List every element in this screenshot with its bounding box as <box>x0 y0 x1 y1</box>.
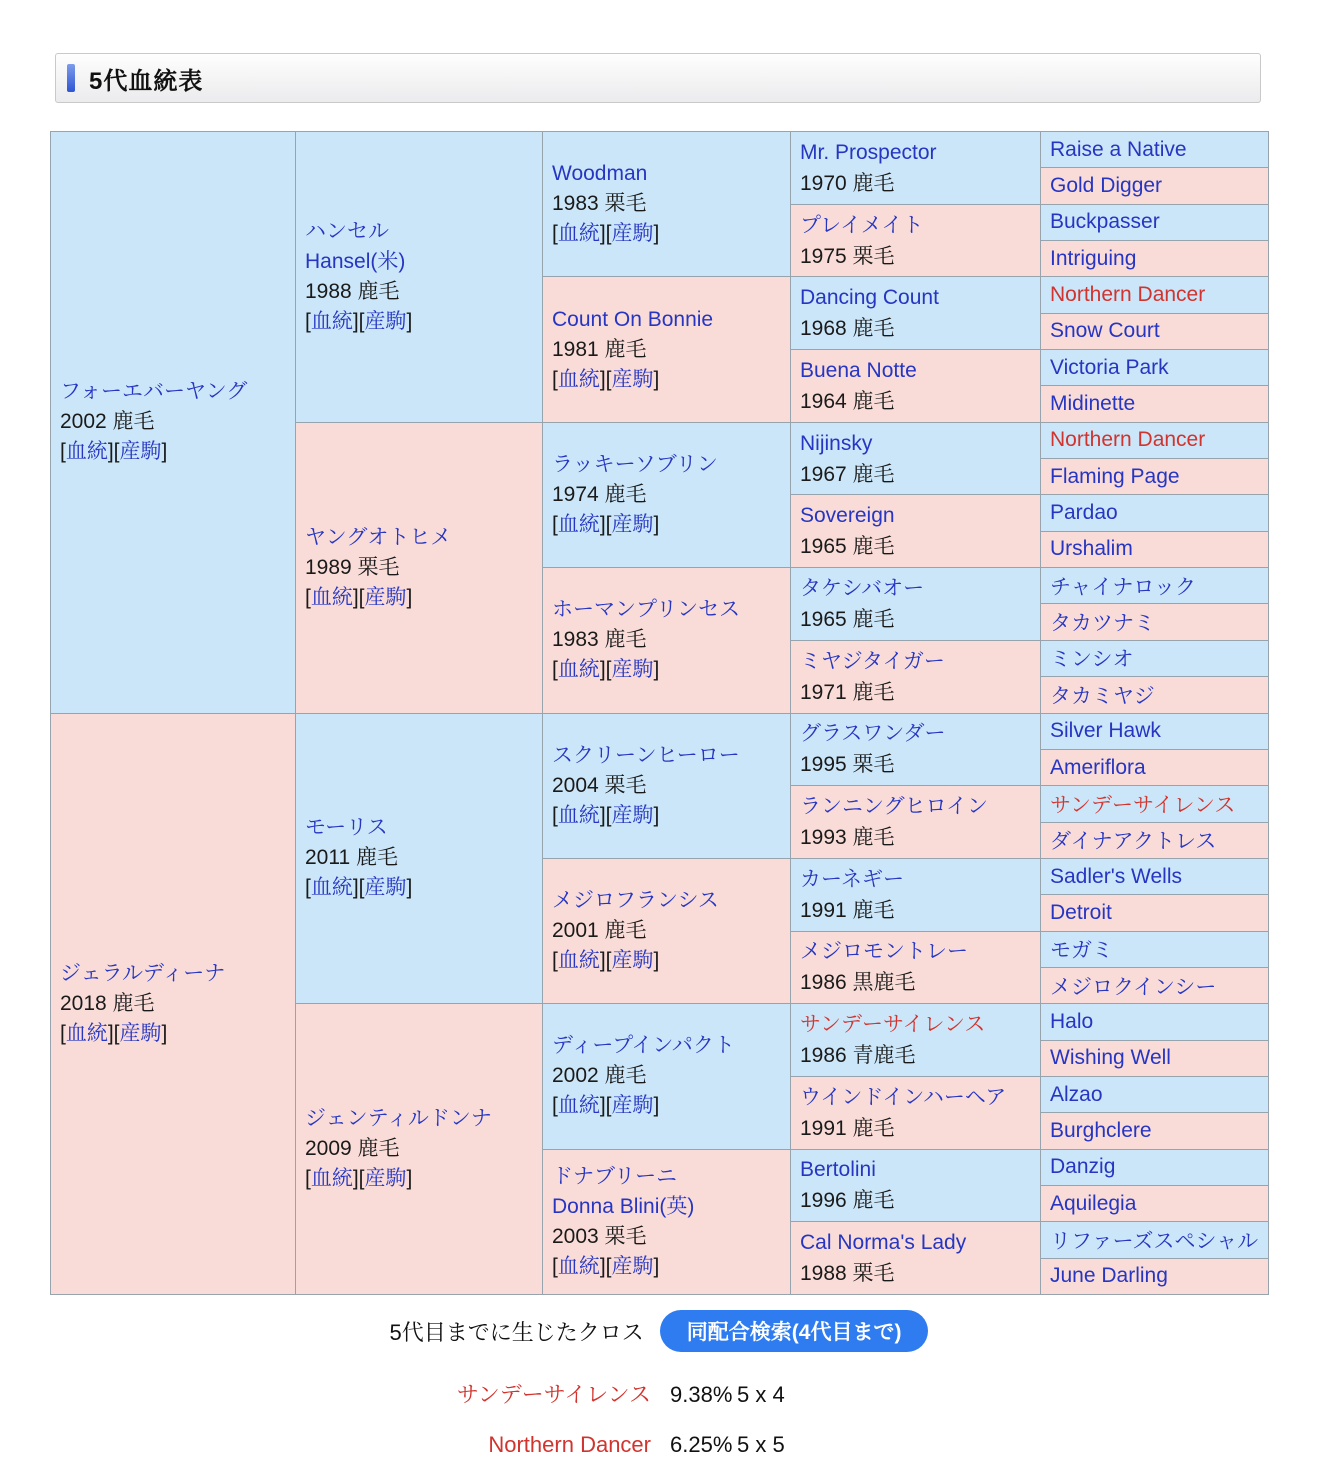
horse-name-link[interactable]: Pardao <box>1050 501 1118 525</box>
horse-name-link[interactable]: Northern Dancer <box>1050 428 1206 452</box>
horse-sublinks: [血統][産駒] <box>552 949 660 973</box>
pedigree-cell <box>296 713 543 1004</box>
offspring-link[interactable]: 産駒 <box>611 1254 654 1278</box>
horse-name-link[interactable]: Midinette <box>1050 392 1136 416</box>
horse-detail: 1993 鹿毛 <box>800 826 895 850</box>
pedigree-cell <box>791 640 1041 713</box>
horse-name-link[interactable]: Gold Digger <box>1050 174 1163 198</box>
pedigree-cell <box>791 931 1041 1004</box>
pedigree-cell <box>1041 677 1269 713</box>
section-header <box>55 53 1261 103</box>
cross-horse-name: Northern Dancer <box>488 1432 651 1457</box>
horse-name-link[interactable]: ディープインパクト <box>552 1034 735 1058</box>
horse-sublinks: [血統][産駒] <box>305 876 413 900</box>
horse-name-link[interactable]: タケシバオー <box>800 576 925 600</box>
pedigree-cell <box>1041 204 1269 240</box>
cross-pattern: 5 x 4 <box>737 1382 785 1407</box>
page-title: 5代血統表 <box>89 67 204 95</box>
cross-list <box>321 1381 785 1464</box>
horse-detail: 1975 栗毛 <box>800 244 895 268</box>
horse-name-link[interactable]: Wishing Well <box>1050 1046 1171 1070</box>
pedigree-cell <box>1041 386 1269 422</box>
cross-row <box>321 1381 785 1409</box>
horse-name-link[interactable]: ホーマンプリンセス <box>552 598 741 622</box>
horse-name-link[interactable]: Buena Notte <box>800 358 917 382</box>
horse-name-link[interactable]: ドナブリーニ <box>552 1164 678 1188</box>
pedigree-cell <box>791 1222 1041 1295</box>
horse-name-link[interactable]: サンデーサイレンス <box>1050 793 1236 817</box>
horse-name-link[interactable]: Halo <box>1050 1009 1094 1033</box>
horse-detail: 1964 鹿毛 <box>800 389 895 413</box>
blood-link[interactable]: 血統 <box>557 512 600 536</box>
horse-name-link[interactable]: Mr. Prospector <box>800 140 937 164</box>
horse-sublinks: [血統][産駒] <box>60 440 168 464</box>
horse-name-link[interactable]: Sovereign <box>800 504 895 528</box>
pedigree-cell <box>1041 931 1269 967</box>
pedigree-cell <box>1041 1113 1269 1149</box>
pedigree-cell <box>296 132 543 423</box>
horse-sublinks: [血統][産駒] <box>552 1094 660 1118</box>
pedigree-cell <box>1041 313 1269 349</box>
pedigree-cell <box>1041 568 1269 604</box>
horse-name-link[interactable]: ヤングオトヒメ <box>305 525 452 549</box>
blood-link[interactable]: 血統 <box>557 1094 600 1118</box>
blood-link[interactable]: 血統 <box>557 367 600 391</box>
horse-name-link[interactable]: ジェンティルドンナ <box>305 1107 492 1131</box>
pedigree-cell <box>791 1076 1041 1149</box>
horse-sublinks: [血統][産駒] <box>60 1021 168 1045</box>
pedigree-cell <box>791 713 1041 786</box>
pedigree-cell <box>51 713 296 1295</box>
pedigree-cell <box>543 568 791 713</box>
horse-detail: 1988 鹿毛 <box>305 279 400 303</box>
horse-name-link[interactable]: Victoria Park <box>1050 355 1169 379</box>
pedigree-cell <box>1041 640 1269 676</box>
horse-detail: 2011 鹿毛 <box>305 846 398 870</box>
cross-percentage: 9.38% <box>670 1382 733 1407</box>
horse-name-link[interactable]: ダイナアクトレス <box>1050 830 1217 854</box>
pedigree-cell <box>1041 350 1269 386</box>
blood-link[interactable]: 血統 <box>310 585 353 609</box>
pedigree-cell <box>1041 132 1269 168</box>
pedigree-cell <box>543 858 791 1003</box>
pedigree-cell <box>791 277 1041 350</box>
pedigree-cell <box>1041 858 1269 894</box>
pedigree-cell <box>1041 895 1269 931</box>
horse-detail: 1974 鹿毛 <box>552 482 647 506</box>
horse-name-link[interactable]: Urshalim <box>1050 537 1133 561</box>
blood-link[interactable]: 血統 <box>65 440 108 464</box>
horse-name-link[interactable]: グラスワンダー <box>800 722 946 746</box>
pedigree-cell <box>1041 459 1269 495</box>
horse-detail: 1996 鹿毛 <box>800 1189 895 1213</box>
horse-name-link[interactable]: Danzig <box>1050 1155 1116 1179</box>
horse-detail: 1968 鹿毛 <box>800 317 895 341</box>
pedigree-cell <box>1041 786 1269 822</box>
horse-detail: 2001 鹿毛 <box>552 919 647 943</box>
horse-name-link[interactable]: ラッキーソブリン <box>552 452 718 476</box>
horse-name-link[interactable]: リファーズスペシャル <box>1050 1229 1259 1253</box>
horse-name-link[interactable]: Alzao <box>1050 1082 1103 1106</box>
pedigree-cell <box>1041 168 1269 204</box>
horse-name-link[interactable]: Burghclere <box>1050 1118 1152 1142</box>
horse-detail: 1981 鹿毛 <box>552 337 647 361</box>
horse-name-link[interactable]: フォーエバーヤング <box>60 380 248 404</box>
same-mating-search-button[interactable]: 同配合検索(4代目まで) <box>660 1310 929 1352</box>
horse-name-link[interactable]: June Darling <box>1050 1264 1168 1288</box>
horse-name-link[interactable]: Aquilegia <box>1050 1191 1137 1215</box>
horse-name-link[interactable]: Nijinsky <box>800 431 873 455</box>
header-accent-bar <box>67 64 75 92</box>
cross-horse-name: サンデーサイレンス <box>456 1382 651 1407</box>
offspring-link[interactable]: 産駒 <box>611 658 654 682</box>
offspring-link[interactable]: 産駒 <box>611 512 654 536</box>
pedigree-cell <box>1041 422 1269 458</box>
blood-link[interactable]: 血統 <box>65 1021 108 1045</box>
horse-detail: 1971 鹿毛 <box>800 680 895 704</box>
table-row <box>51 132 1269 168</box>
pedigree-cell <box>543 422 791 567</box>
offspring-link[interactable]: 産駒 <box>364 876 407 900</box>
pedigree-cell <box>1041 495 1269 531</box>
horse-detail: 1983 栗毛 <box>552 192 647 216</box>
horse-detail: 2002 鹿毛 <box>60 410 155 434</box>
pedigree-cell <box>1041 1076 1269 1112</box>
horse-detail: 2018 鹿毛 <box>60 991 155 1015</box>
horse-name-link[interactable]: ミンシオ <box>1050 648 1134 672</box>
pedigree-cell <box>791 568 1041 641</box>
pedigree-cell <box>791 132 1041 205</box>
pedigree-cell <box>1041 1149 1269 1185</box>
horse-detail: 1983 鹿毛 <box>552 628 647 652</box>
horse-sublinks: [血統][産駒] <box>305 309 413 333</box>
horse-detail: 1965 鹿毛 <box>800 535 895 559</box>
horse-detail: 1989 栗毛 <box>305 555 400 579</box>
cross-section-label: 5代目までに生じたクロス <box>389 1319 644 1345</box>
horse-name-link[interactable]: カーネギー <box>800 867 904 891</box>
horse-name-latin-link[interactable]: Hansel(米) <box>305 249 406 273</box>
offspring-link[interactable]: 産駒 <box>611 1094 654 1118</box>
pedigree-cell <box>1041 241 1269 277</box>
pedigree-cell <box>1041 277 1269 313</box>
horse-name-link[interactable]: メジロモントレー <box>800 940 968 964</box>
offspring-link[interactable]: 産駒 <box>611 949 654 973</box>
pedigree-cell <box>791 350 1041 423</box>
pedigree-cell <box>1041 749 1269 785</box>
pedigree-cell <box>1041 1004 1269 1040</box>
horse-name-link[interactable]: ジェラルディーナ <box>60 961 226 985</box>
horse-name-link[interactable]: Dancing Count <box>800 286 939 310</box>
cross-row <box>321 1431 785 1459</box>
horse-name-link[interactable]: モガミ <box>1050 939 1113 963</box>
blood-link[interactable]: 血統 <box>557 222 600 246</box>
pedigree-cell <box>1041 1185 1269 1221</box>
pedigree-cell <box>543 713 791 858</box>
horse-name-link[interactable]: チャイナロック <box>1050 575 1196 599</box>
blood-link[interactable]: 血統 <box>310 1167 353 1191</box>
offspring-link[interactable]: 産駒 <box>611 803 654 827</box>
pedigree-cell <box>1041 967 1269 1003</box>
horse-detail: 2004 栗毛 <box>552 773 647 797</box>
pedigree-cell <box>1041 531 1269 567</box>
blood-link[interactable]: 血統 <box>310 876 353 900</box>
blood-link[interactable]: 血統 <box>557 658 600 682</box>
horse-name-link[interactable]: ミヤジタイガー <box>800 649 945 673</box>
pedigree-cell <box>791 495 1041 568</box>
horse-name-link[interactable]: Intriguing <box>1050 246 1137 270</box>
horse-name-link[interactable]: ランニングヒロイン <box>800 795 988 819</box>
horse-name-link[interactable]: Bertolini <box>800 1158 876 1182</box>
offspring-link[interactable]: 産駒 <box>119 440 162 464</box>
horse-sublinks: [血統][産駒] <box>552 512 660 536</box>
blood-link[interactable]: 血統 <box>557 803 600 827</box>
pedigree-cell <box>791 1149 1041 1222</box>
horse-sublinks: [血統][産駒] <box>552 367 660 391</box>
horse-sublinks: [血統][産駒] <box>552 222 660 246</box>
offspring-link[interactable]: 産駒 <box>611 367 654 391</box>
horse-name-link[interactable]: Woodman <box>552 162 648 186</box>
horse-sublinks: [血統][産駒] <box>305 1167 413 1191</box>
pedigree-cell <box>791 786 1041 859</box>
horse-name-link[interactable]: モーリス <box>305 816 388 840</box>
horse-detail: 1991 鹿毛 <box>800 898 895 922</box>
pedigree-cell <box>1041 1258 1269 1294</box>
pedigree-cell <box>1041 1040 1269 1076</box>
horse-name-link[interactable]: Northern Dancer <box>1050 283 1206 307</box>
pedigree-cell <box>296 1004 543 1295</box>
pedigree-cell <box>1041 604 1269 640</box>
horse-detail: 1988 栗毛 <box>800 1262 895 1286</box>
horse-name-link[interactable]: ウインドインハーヘア <box>800 1085 1007 1109</box>
pedigree-cell <box>543 277 791 422</box>
pedigree-cell <box>791 858 1041 931</box>
horse-detail: 2002 鹿毛 <box>552 1064 647 1088</box>
pedigree-cell <box>1041 1222 1269 1258</box>
horse-name-link[interactable]: プレイメイト <box>800 213 924 237</box>
horse-detail: 1995 栗毛 <box>800 753 895 777</box>
blood-link[interactable]: 血統 <box>557 1254 600 1278</box>
cross-pattern: 5 x 5 <box>737 1432 785 1457</box>
horse-name-link[interactable]: タカミヤジ <box>1050 684 1155 708</box>
horse-detail: 1970 鹿毛 <box>800 171 895 195</box>
pedigree-cell <box>791 204 1041 277</box>
horse-name-link[interactable]: Ameriflora <box>1050 755 1146 779</box>
offspring-link[interactable]: 産駒 <box>611 222 654 246</box>
pedigree-cell <box>1041 822 1269 858</box>
horse-name-link[interactable]: メジロフランシス <box>552 889 719 913</box>
horse-detail: 1967 鹿毛 <box>800 462 895 486</box>
horse-name-link[interactable]: ハンセル <box>305 219 389 243</box>
horse-name-link[interactable]: Sadler's Wells <box>1050 864 1182 888</box>
pedigree-cell <box>791 1004 1041 1077</box>
horse-sublinks: [血統][産駒] <box>552 803 660 827</box>
pedigree-cell <box>51 132 296 714</box>
blood-link[interactable]: 血統 <box>310 309 353 333</box>
offspring-link[interactable]: 産駒 <box>119 1021 162 1045</box>
horse-sublinks: [血統][産駒] <box>552 1254 660 1278</box>
horse-name-link[interactable]: スクリーンヒーロー <box>552 743 740 767</box>
horse-detail: 2003 栗毛 <box>552 1224 647 1248</box>
table-row <box>51 713 1269 749</box>
cross-percentage: 6.25% <box>670 1432 733 1457</box>
horse-name-link[interactable]: Silver Hawk <box>1050 719 1161 743</box>
offspring-link[interactable]: 産駒 <box>364 1167 407 1191</box>
pedigree-cell <box>543 1149 791 1294</box>
horse-sublinks: [血統][産駒] <box>305 585 413 609</box>
horse-name-link[interactable]: Raise a Native <box>1050 137 1187 161</box>
horse-name-latin-link[interactable]: Donna Blini(英) <box>552 1194 695 1218</box>
offspring-link[interactable]: 産駒 <box>364 309 407 333</box>
pedigree-cell <box>296 422 543 713</box>
blood-link[interactable]: 血統 <box>557 949 600 973</box>
pedigree-table <box>50 131 1269 1295</box>
offspring-link[interactable]: 産駒 <box>364 585 407 609</box>
horse-name-link[interactable]: タカツナミ <box>1050 612 1155 636</box>
pedigree-cell <box>543 132 791 277</box>
pedigree-cell <box>543 1004 791 1149</box>
horse-sublinks: [血統][産駒] <box>552 658 660 682</box>
horse-name-link[interactable]: Snow Court <box>1050 319 1160 343</box>
horse-detail: 1965 鹿毛 <box>800 607 895 631</box>
horse-name-link[interactable]: Cal Norma's Lady <box>800 1231 967 1255</box>
horse-name-link[interactable]: Detroit <box>1050 900 1112 924</box>
horse-name-link[interactable]: Flaming Page <box>1050 464 1180 488</box>
horse-detail: 1986 黒鹿毛 <box>800 971 916 995</box>
horse-name-link[interactable]: サンデーサイレンス <box>800 1013 986 1037</box>
pedigree-cell <box>1041 713 1269 749</box>
horse-detail: 1986 青鹿毛 <box>800 1044 916 1068</box>
horse-detail: 2009 鹿毛 <box>305 1137 400 1161</box>
horse-name-link[interactable]: Buckpasser <box>1050 210 1160 234</box>
horse-detail: 1991 鹿毛 <box>800 1116 895 1140</box>
horse-name-link[interactable]: メジロクインシー <box>1050 975 1217 999</box>
horse-name-link[interactable]: Count On Bonnie <box>552 307 714 331</box>
pedigree-cell <box>791 422 1041 495</box>
